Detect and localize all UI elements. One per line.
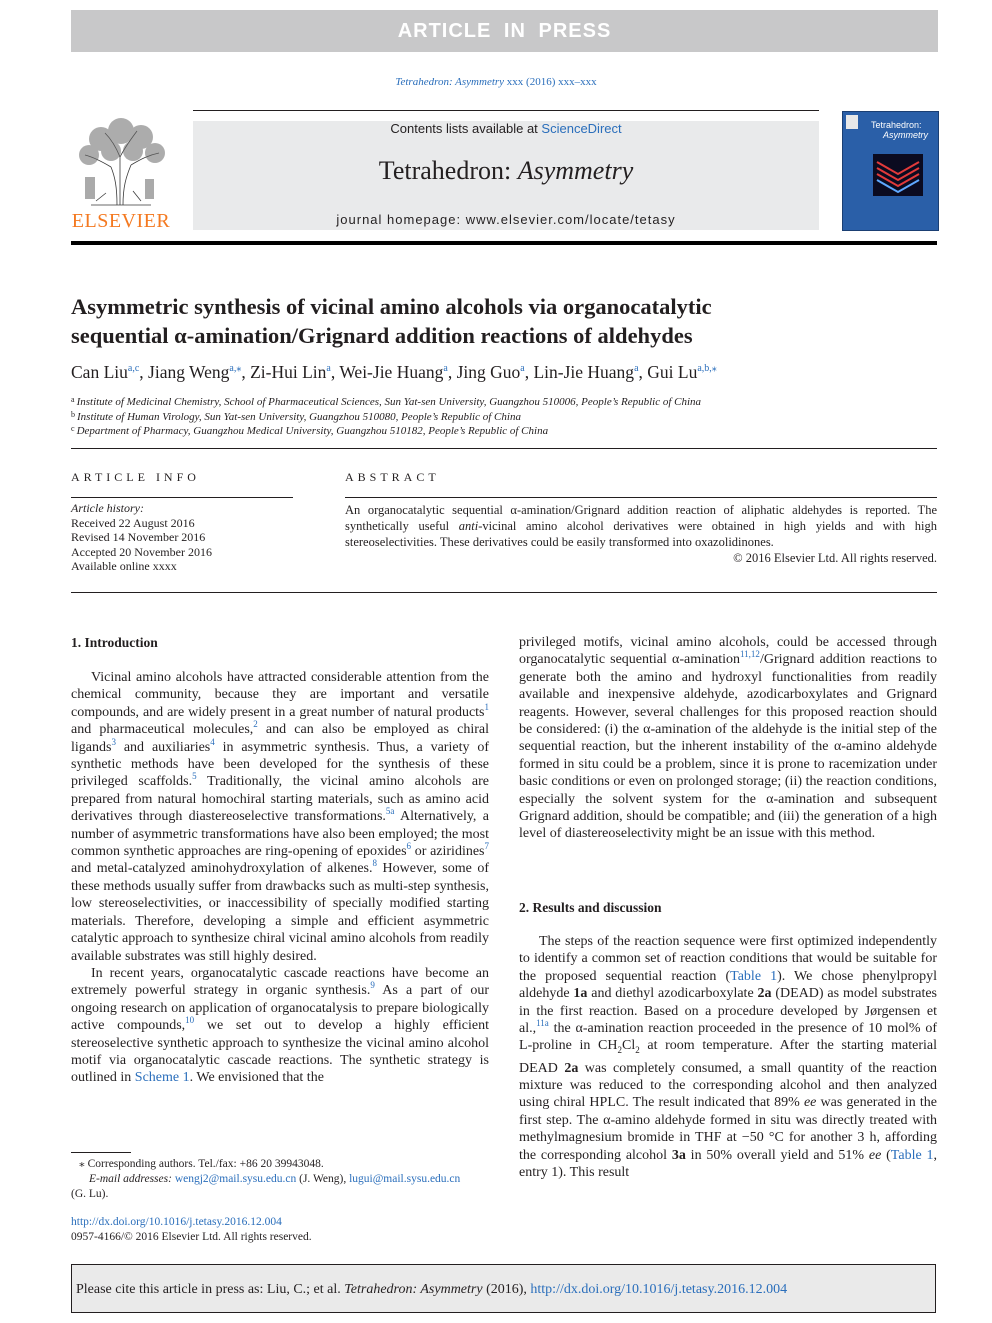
history-online: Available online xxxx: [71, 559, 177, 573]
cover-art: [873, 154, 923, 196]
article-info-label: ARTICLE INFO: [71, 470, 200, 484]
abstract-part: -vicinal amino alcohol derivatives were obtained in high yields and with high stereoselectivities. These derivatives could be easily transformed into oxazolidinones.: [345, 519, 938, 549]
author[interactable]: [250, 362, 339, 382]
text-run: As a part of our ongoing research on application of organocatalysis to prepare biologically active compounds,: [71, 983, 489, 1034]
title-line-1: Asymmetric synthesis of vicinal amino alcohols via organocatalytic: [71, 294, 712, 319]
header-bottom-rule: [71, 241, 937, 245]
author-name: Lin-Jie Huang: [533, 362, 635, 382]
compound-label: 3a: [671, 1147, 686, 1163]
article-in-press-banner: ARTICLE IN PRESS: [71, 10, 938, 52]
results-heading: 2. Results and discussion: [519, 900, 662, 915]
text-run: /Grignard addition reactions to generate both the amino and hydroxyl functionalities from readily available and inexpensive aldehyde, azodicarboxylates and Grignard reagents. However, several challenges for this proposed reaction should be considered: (i) the α-amination of the aldehyde is the initial step of the sequential reaction, but the inherent instability of the α-amino aldehyde formed in situ could be a problem, since it is prone to racemization under basic conditions or even on prolonged storage; (ii) the reaction conditions, especially the solvent system for the α-amination and subsequent Grignard addition, should be compatible; and (iii) the generation of a high level of diastereoselectivity might be an issue with this method.: [519, 652, 938, 842]
results-body: [519, 933, 937, 1181]
cover-logo-icon: [846, 115, 858, 129]
author-affil-mark[interactable]: a: [520, 363, 525, 374]
affiliation-text: Institute of Medicinal Chemistry, School of Pharmaceutical Sciences, Sun Yat-sen University, Guangzhou 510006, People’s Republic of China: [76, 396, 702, 408]
ref-link[interactable]: 5a: [385, 806, 395, 817]
text-run: The steps of the reaction sequence were first optimized independently to identify a common set of reaction conditions that would be suitable for the proposed sequential reaction (: [519, 934, 937, 984]
cover-title-line2: Asymmetry: [883, 130, 928, 140]
abstract-part: An organocatalytic sequential α-amination/Grignard addition reaction of aliphatic aldehydes is reported. The synthetically useful: [345, 503, 937, 533]
author-sep: ,: [447, 362, 457, 382]
paragraph: [71, 669, 489, 965]
author-name: Wei-Jie Huang: [339, 362, 444, 382]
compound-label: 2a: [757, 986, 772, 1002]
text-run: at room temperature. After the starting material DEAD: [519, 1038, 937, 1076]
abstract-label: ABSTRACT: [345, 470, 440, 484]
text-run: and metal-catalyzed aminohydroxylation of alkenes.: [71, 861, 373, 877]
ref-link[interactable]: 5: [192, 771, 197, 782]
paragraph: [519, 933, 937, 1181]
abstract-text: [345, 502, 937, 550]
affiliation-text: Institute of Human Virology, Sun Yat-sen University, Guangzhou 510080, People’s Republic of China: [77, 411, 521, 423]
email-owner: (J. Weng),: [296, 1173, 350, 1185]
author-name: Can Liu: [71, 362, 128, 382]
issn-line: 0957-4166/© 2016 Elsevier Ltd. All rights reserved.: [71, 1231, 312, 1243]
author-name: Gui Lu: [647, 362, 698, 382]
journal-cover-image[interactable]: [842, 111, 939, 231]
author-affil-mark[interactable]: a: [326, 363, 331, 374]
text-run: was generated in the first step. The α-amino aldehyde formed in situ was directly treated with methylmagnesium bromide in THF at −50 °C for another 3 h, affording the corresponding alcohol: [519, 1095, 937, 1163]
cover-art-graphic: [873, 154, 923, 196]
text-run: Traditionally, the vicinal amino alcohols are prepared from natural homochiral starting materials, such as amino acid derivatives through diastereoselective transformations.: [71, 774, 490, 825]
affiliation: [71, 424, 937, 437]
text-run: and diethyl azodicarboxylate: [587, 986, 758, 1002]
journal-title: [193, 156, 819, 186]
author-affil-mark[interactable]: a: [634, 363, 639, 374]
author-name: Jing Guo: [456, 362, 521, 382]
ref-link[interactable]: 6: [406, 841, 412, 852]
doi-block: [71, 1215, 489, 1245]
author-list: [71, 362, 937, 383]
text-run: in asymmetric synthesis. Thus, a variety of synthetic methods have been developed for the synthesis of these privileged scaffolds.: [71, 739, 490, 790]
elsevier-wordmark[interactable]: ELSEVIER: [71, 210, 171, 232]
text-run: L: [519, 1038, 528, 1054]
affiliation-mark: c: [71, 424, 75, 433]
ref-link[interactable]: 9: [370, 980, 375, 991]
ref-link[interactable]: 11a: [536, 1018, 549, 1029]
header-top-rule: [193, 110, 819, 111]
author[interactable]: [647, 362, 717, 382]
affiliation-mark: a: [71, 395, 75, 404]
text-run: , entry 1). This result: [519, 1147, 937, 1181]
ref-link[interactable]: 3: [111, 736, 116, 747]
subscript: 2: [635, 1045, 640, 1056]
author-affil-mark[interactable]: a,⁎: [229, 363, 242, 374]
history-accepted: Accepted 20 November 2016: [71, 544, 212, 559]
compound-label: 2a: [564, 1060, 579, 1076]
email-link[interactable]: lugui@mail.sysu.edu.cn: [349, 1173, 461, 1185]
table-link[interactable]: Table 1: [890, 1147, 934, 1163]
ref-link[interactable]: 1: [484, 701, 489, 712]
text-run: . We envisioned that the: [189, 1070, 324, 1086]
cite-doi-link[interactable]: http://dx.doi.org/10.1016/j.tetasy.2016.12.004: [530, 1282, 788, 1297]
text-run: and can also be employed as chiral ligands: [71, 722, 489, 755]
subscript: 2: [617, 1045, 623, 1056]
ref-link[interactable]: 8: [372, 858, 378, 869]
abstract-rule: [345, 497, 937, 498]
text-run: In recent years, organocatalytic cascade reactions have become an extremely powerful strategy in organic synthesis.: [71, 965, 489, 999]
text-run: and pharmaceutical molecules,: [71, 722, 254, 738]
text-run: ee: [868, 1147, 882, 1163]
author[interactable]: [457, 362, 534, 382]
text-run: Vicinal amino alcohols have attracted considerable attention from the chemical community, because they are important and versatile compounds, and are widely present in a great number of natural products: [71, 670, 489, 720]
author[interactable]: [533, 362, 647, 382]
article-history: [71, 501, 293, 574]
email-line: [71, 1172, 489, 1187]
email-link[interactable]: wengj2@mail.sysu.edu.cn: [174, 1173, 297, 1185]
history-label: Article history:: [71, 501, 144, 515]
author-affil-mark[interactable]: a,b,⁎: [697, 363, 717, 374]
author-affil-mark[interactable]: a: [443, 363, 448, 374]
author-sep: ,: [241, 362, 251, 382]
affiliations-rule: [71, 448, 937, 449]
author[interactable]: [71, 362, 148, 382]
text-run: Cl: [622, 1038, 636, 1054]
cite-year: (2016),: [482, 1282, 531, 1297]
history-revised: Revised 14 November 2016: [71, 530, 206, 544]
ref-link[interactable]: 2: [253, 719, 258, 730]
contents-prefix: Contents lists available at: [390, 121, 538, 136]
journal-ref-rest: xxx (2016) xxx–xxx: [506, 76, 597, 88]
table-link[interactable]: Table 1: [730, 968, 778, 984]
text-run: and auxiliaries: [115, 739, 211, 755]
journal-title-italic: Asymmetry: [517, 156, 634, 185]
text-run: in 50% overall yield and 51%: [685, 1147, 869, 1163]
journal-title-plain: Tetrahedron:: [378, 156, 518, 185]
text-run: Alternatively, a number of asymmetric transformations have also been employed; the most common synthetic approaches are ring-opening of epoxides: [71, 809, 489, 860]
paper-title: [71, 292, 937, 350]
paragraph: [519, 634, 937, 843]
text-run: we set out to develop a highly efficient stereoselective synthetic approach to synthesize the vicinal amino alcohol motif via organocatalytic cascade reactions. The synthetic strategy is outlined in: [71, 1018, 489, 1086]
abstract-italic: anti: [458, 519, 479, 533]
text-run: was completely consumed, a small quantity of the reaction mixture was reduced to the corresponding alcohol and then analyzed using chiral HPLC. The result indicated that 89%: [519, 1060, 937, 1111]
doi-link[interactable]: http://dx.doi.org/10.1016/j.tetasy.2016.12.004: [71, 1216, 282, 1228]
text-run: the α-amination reaction proceeded in the presence of 10 mol% of: [548, 1021, 937, 1037]
author-sep: ,: [638, 362, 648, 382]
affiliation: [71, 410, 937, 423]
text-run: privileged motifs, vicinal amino alcohols, could be accessed through organocatalytic sequential α-amination: [519, 635, 937, 668]
article-info-rule: [71, 497, 293, 498]
compound-label: 1a: [573, 986, 588, 1002]
ref-link[interactable]: 11,12: [740, 649, 760, 660]
ref-link[interactable]: 7: [484, 841, 489, 852]
journal-ref-name: Tetrahedron: Asymmetry: [395, 76, 505, 88]
author[interactable]: [339, 362, 456, 382]
email-label: E-mail addresses:: [89, 1173, 172, 1185]
text-run: -proline in CH: [527, 1038, 618, 1054]
right-column-body: [519, 634, 937, 843]
author-sep: ,: [330, 362, 340, 382]
journal-reference[interactable]: [0, 76, 992, 88]
author-name: Zi-Hui Lin: [250, 362, 327, 382]
sciencedirect-link[interactable]: ScienceDirect: [541, 121, 622, 136]
contents-available: [193, 121, 819, 136]
history-received: Received 22 August 2016: [71, 515, 195, 530]
cover-title: [871, 120, 928, 140]
text-run: or aziridines: [411, 844, 485, 860]
cite-this-article-box: [71, 1264, 936, 1313]
author[interactable]: [148, 362, 250, 382]
author-sep: ,: [524, 362, 534, 382]
footnotes: [71, 1157, 489, 1202]
paragraph: [71, 965, 489, 1087]
text-run: (: [881, 1147, 891, 1163]
author-name: Jiang Weng: [148, 362, 230, 382]
cite-journal: Tetrahedron: Asymmetry: [344, 1282, 483, 1297]
cite-prefix: Please cite this article in press as: Liu, C.; et al.: [76, 1282, 345, 1297]
ref-link[interactable]: 4: [210, 736, 215, 747]
author-sep: ,: [139, 362, 149, 382]
intro-heading: 1. Introduction: [71, 635, 158, 650]
text-run: ). We chose phenylpropyl aldehyde: [519, 968, 937, 1002]
scheme-link[interactable]: Scheme 1: [134, 1070, 190, 1086]
affiliation: [71, 395, 937, 408]
text-run: However, some of these methods usually suffer from drawbacks such as multi-step synthesis, low stereoselectivities, or inaccessibility of specially modified starting materials. Therefore, developing a simple and efficient asymmetric catalytic approach to synthesize chiral vicinal amino alcohols from readily available substrates was still highly desired.: [71, 861, 489, 964]
text-run: (DEAD) as model substrates in the first reaction. Based on a procedure developed by Jørgensen et al.,: [519, 986, 938, 1037]
affiliation-mark: b: [71, 410, 75, 419]
title-line-2: sequential α-amination/Grignard addition reactions of aldehydes: [71, 323, 693, 348]
abstract-copyright: © 2016 Elsevier Ltd. All rights reserved.: [733, 551, 937, 565]
affiliation-text: Department of Pharmacy, Guangzhou Medical University, Guangzhou 510182, People’s Republic of China: [76, 425, 549, 437]
text-run: ee: [803, 1095, 817, 1111]
author-affil-mark[interactable]: a,c: [127, 363, 140, 374]
left-column-body: [71, 669, 489, 1087]
ref-link[interactable]: 10: [185, 1015, 195, 1026]
journal-homepage[interactable]: journal homepage: www.elsevier.com/locate/tetasy: [336, 212, 676, 227]
corresponding-note: ⁎ Corresponding authors. Tel./fax: +86 20 39943048.: [79, 1158, 324, 1170]
cover-title-line1: Tetrahedron:: [871, 120, 922, 130]
footnote-rule: [71, 1152, 131, 1153]
email-owner: (G. Lu).: [71, 1188, 109, 1200]
abstract-bottom-rule: [71, 592, 937, 593]
